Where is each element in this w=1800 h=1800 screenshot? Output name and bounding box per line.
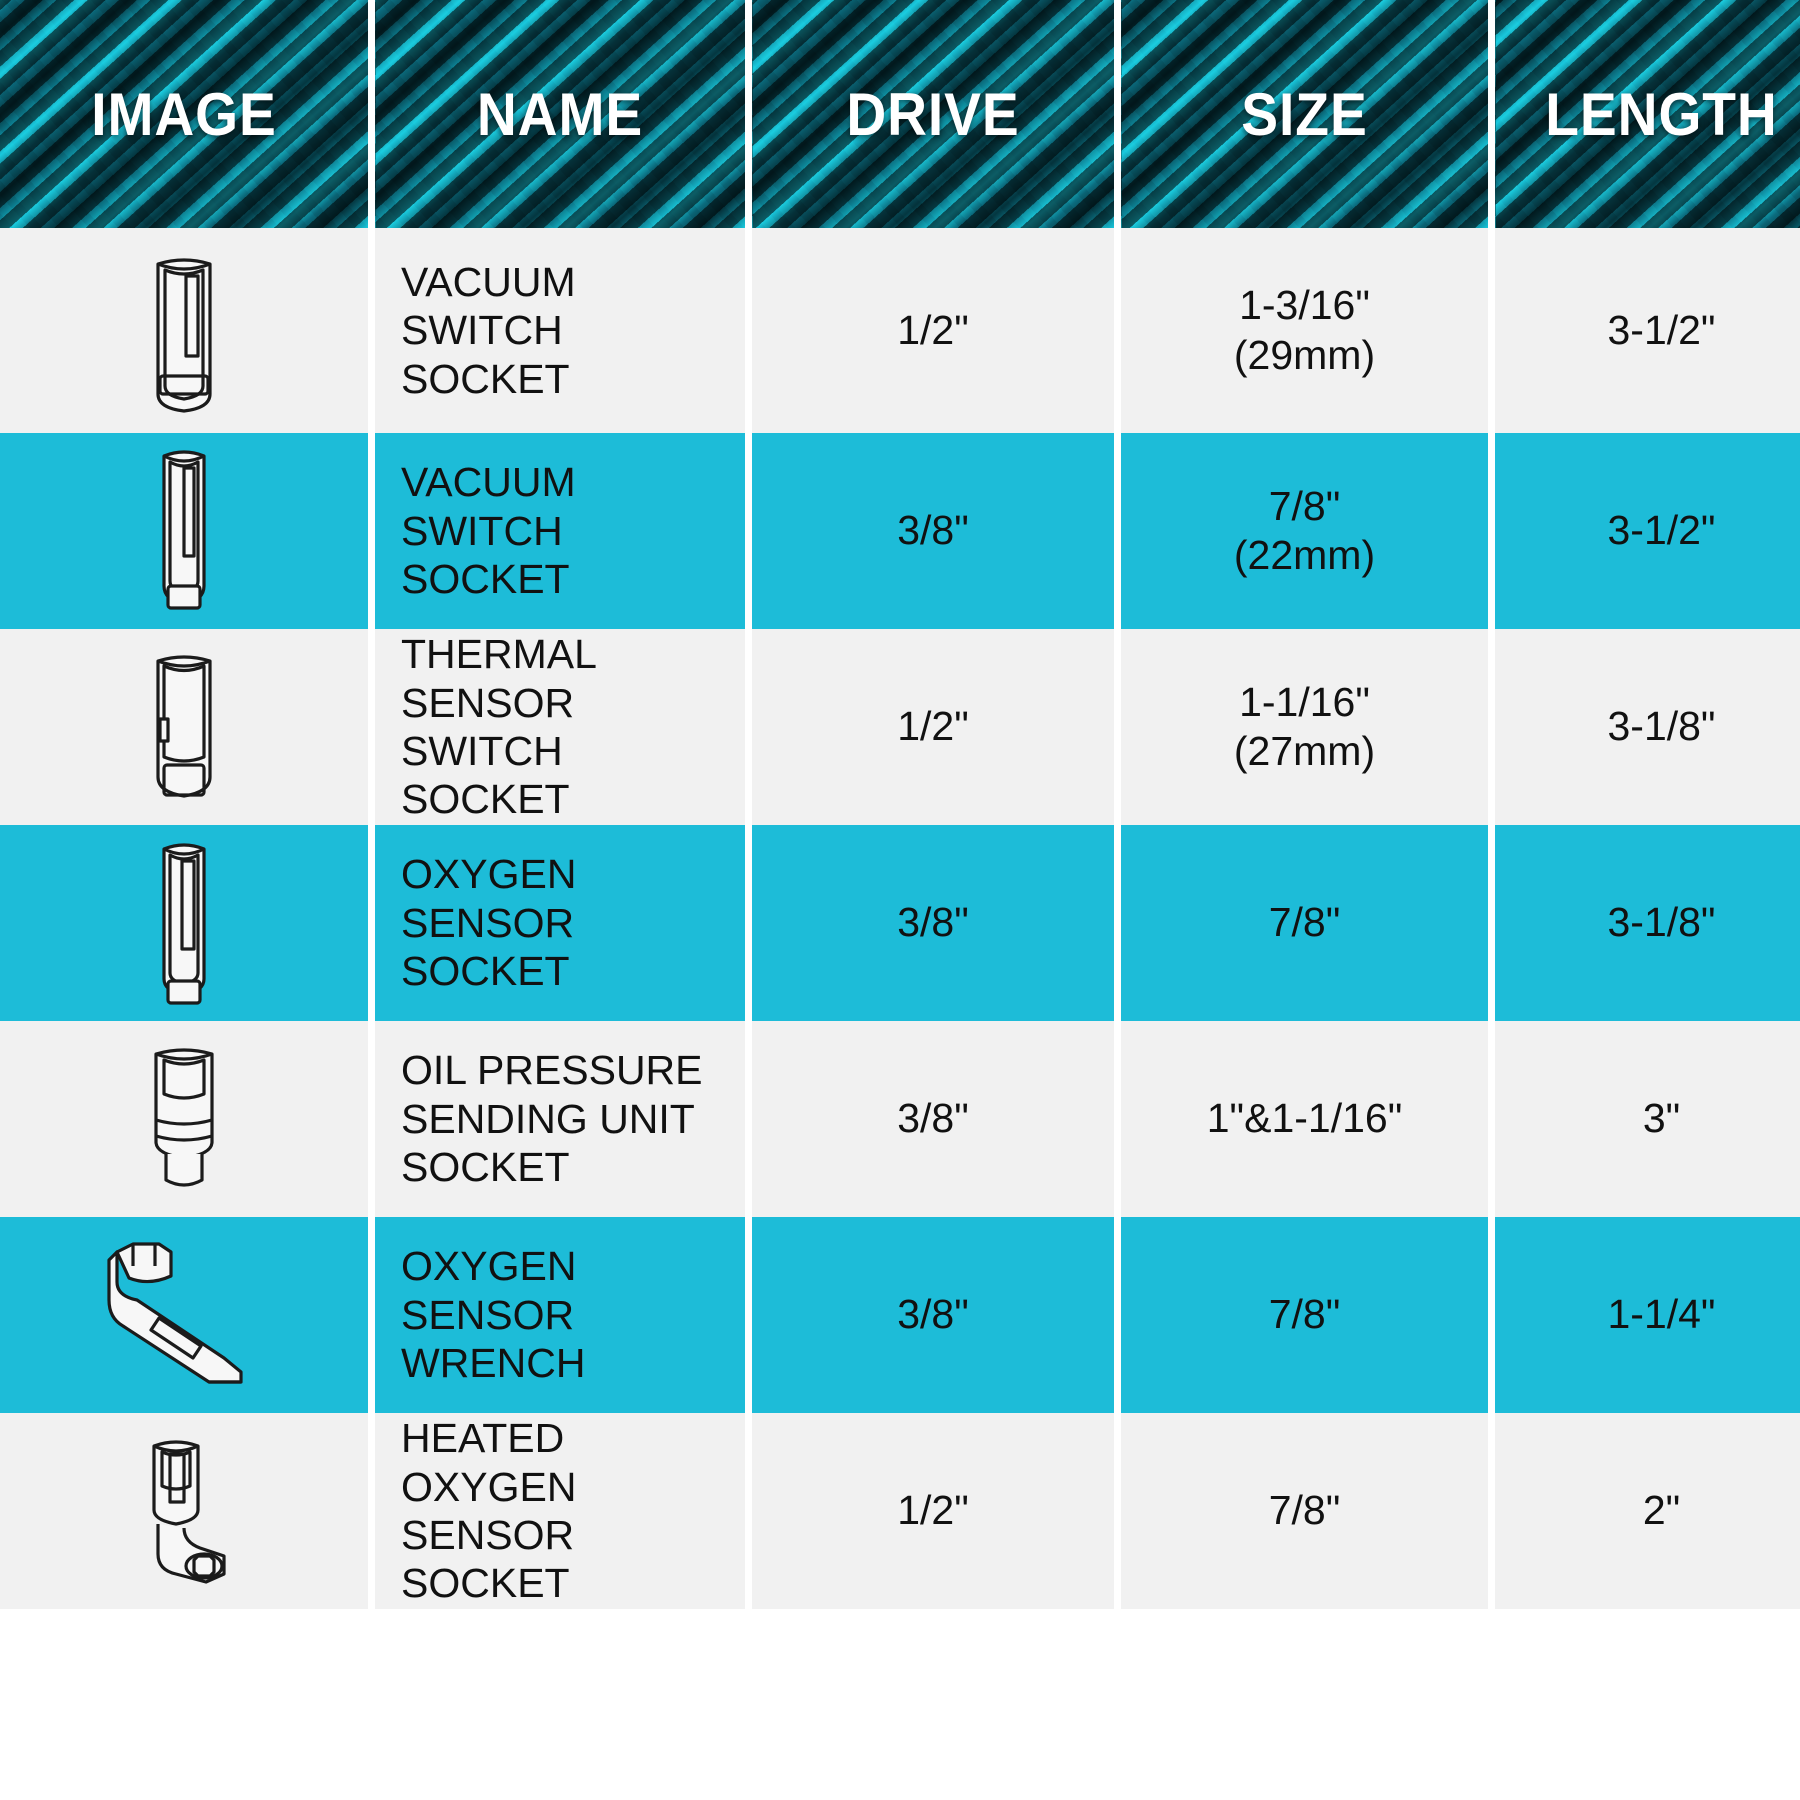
table-row bbox=[0, 629, 1800, 825]
row-name-cell: HEATED OXYGEN SENSOR SOCKET bbox=[372, 1413, 749, 1609]
column-header-size bbox=[1118, 0, 1492, 228]
row-drive-cell: 3/8" bbox=[749, 433, 1118, 629]
column-header-drive-label: DRIVE bbox=[846, 80, 1020, 148]
row-drive-cell: 1/2" bbox=[749, 629, 1118, 825]
oil-pressure-sending-unit-socket-icon bbox=[0, 1032, 368, 1207]
table-row bbox=[0, 433, 1800, 629]
row-size-cell bbox=[1118, 629, 1492, 825]
row-name-cell: THERMAL SENSOR SWITCH SOCKET bbox=[372, 629, 749, 825]
table-row bbox=[0, 1021, 1800, 1217]
row-image-cell bbox=[0, 433, 372, 629]
row-size-cell bbox=[1118, 1217, 1492, 1413]
row-length-cell: 3" bbox=[1492, 1021, 1800, 1217]
table-header-row bbox=[0, 0, 1800, 228]
row-image-cell bbox=[0, 629, 372, 825]
row-size-main: 7/8" bbox=[1268, 1291, 1341, 1338]
row-length-cell: 3-1/8" bbox=[1492, 629, 1800, 825]
column-header-length-label: LENGTH bbox=[1545, 80, 1778, 148]
row-drive-cell: 3/8" bbox=[749, 1021, 1118, 1217]
row-size-sub: (29mm) bbox=[1233, 331, 1376, 378]
table-row bbox=[0, 228, 1800, 433]
row-size-main: 1-1/16" bbox=[1239, 678, 1370, 725]
row-drive-cell: 3/8" bbox=[749, 1217, 1118, 1413]
column-header-length bbox=[1492, 0, 1800, 228]
row-size-cell bbox=[1118, 228, 1492, 433]
thermal-sensor-switch-socket-icon bbox=[0, 637, 368, 817]
oxygen-sensor-wrench-icon bbox=[0, 1230, 368, 1400]
row-size-main: 1-3/16" bbox=[1239, 282, 1370, 329]
row-size-cell bbox=[1118, 433, 1492, 629]
row-size-cell bbox=[1118, 1413, 1492, 1609]
row-size-main: 1"&1-1/16" bbox=[1206, 1095, 1403, 1142]
heated-oxygen-sensor-socket-icon bbox=[0, 1424, 368, 1599]
row-image-cell bbox=[0, 825, 372, 1021]
vacuum-switch-socket-icon bbox=[0, 236, 368, 426]
table-row bbox=[0, 1217, 1800, 1413]
table-header bbox=[0, 0, 1800, 228]
row-length-cell: 1-1/4" bbox=[1492, 1217, 1800, 1413]
row-image-cell bbox=[0, 1021, 372, 1217]
column-header-size-label: SIZE bbox=[1241, 80, 1368, 148]
column-header-image-label: IMAGE bbox=[91, 80, 277, 148]
row-name-cell: VACUUM SWITCH SOCKET bbox=[372, 228, 749, 433]
row-drive-cell: 1/2" bbox=[749, 1413, 1118, 1609]
row-name-cell: OXYGEN SENSOR WRENCH bbox=[372, 1217, 749, 1413]
table-row bbox=[0, 825, 1800, 1021]
row-image-cell bbox=[0, 1413, 372, 1609]
column-header-image bbox=[0, 0, 372, 228]
row-name-cell: VACUUM SWITCH SOCKET bbox=[372, 433, 749, 629]
column-header-name-label: NAME bbox=[476, 80, 644, 148]
vacuum-switch-socket-slotted-icon bbox=[0, 436, 368, 626]
row-image-cell bbox=[0, 228, 372, 433]
row-size-cell bbox=[1118, 1021, 1492, 1217]
row-length-cell: 2" bbox=[1492, 1413, 1800, 1609]
row-drive-cell: 1/2" bbox=[749, 228, 1118, 433]
row-size-main: 7/8" bbox=[1268, 482, 1341, 529]
row-size-sub: (22mm) bbox=[1233, 532, 1376, 578]
row-length-cell: 3-1/2" bbox=[1492, 228, 1800, 433]
row-size-main: 7/8" bbox=[1268, 1487, 1341, 1534]
row-name-cell: OIL PRESSURE SENDING UNIT SOCKET bbox=[372, 1021, 749, 1217]
table-body bbox=[0, 228, 1800, 1609]
table-row bbox=[0, 1413, 1800, 1609]
row-size-main: 7/8" bbox=[1268, 899, 1341, 946]
oxygen-sensor-socket-icon bbox=[0, 831, 368, 1016]
row-length-cell: 3-1/8" bbox=[1492, 825, 1800, 1021]
column-header-drive bbox=[749, 0, 1118, 228]
column-header-name bbox=[372, 0, 749, 228]
row-drive-cell: 3/8" bbox=[749, 825, 1118, 1021]
row-name-cell: OXYGEN SENSOR SOCKET bbox=[372, 825, 749, 1021]
row-length-cell: 3-1/2" bbox=[1492, 433, 1800, 629]
row-size-sub: (27mm) bbox=[1233, 728, 1376, 774]
row-image-cell bbox=[0, 1217, 372, 1413]
row-size-cell bbox=[1118, 825, 1492, 1021]
